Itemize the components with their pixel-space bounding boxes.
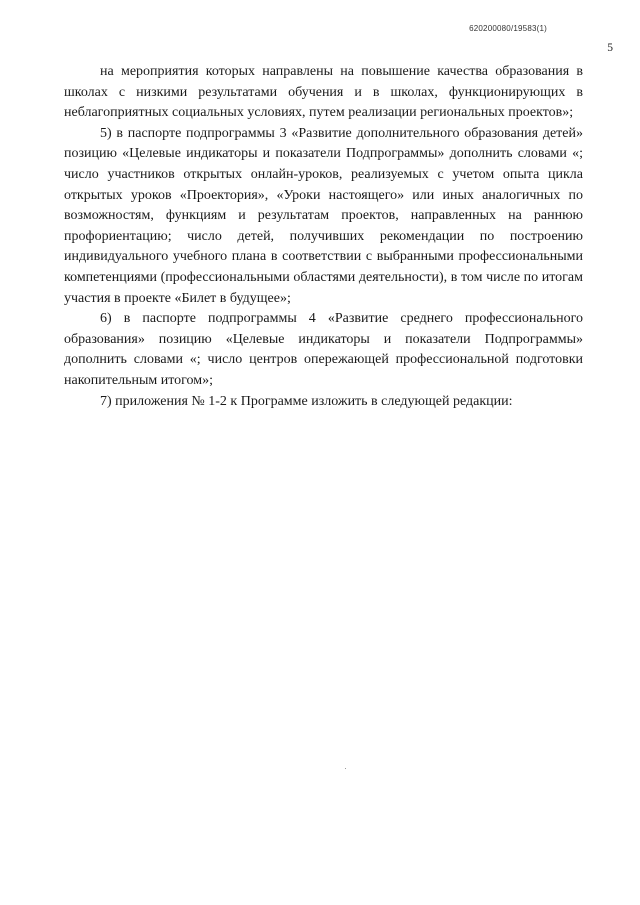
paragraph-item-5: 5) в паспорте подпрограммы 3 «Развитие дополнительного образования детей» позицию «Целевые индикаторы и показатели Подпрограммы» дополнить словами «; число участников открытых онлайн-уроков, реализуемых с учетом опыта цикла открытых уроков «Проектория», «Уроки настоящего» или иных аналогичных по возможностям, функциям и результатам проектов, направленных на раннюю профориентацию; число детей, получивших рекомендации по построению индивидуального учебного плана в соответствии с выбранными профессиональными компетенциями (профессиональными областями деятельности), в том числе по итогам участия в проекте «Билет в будущее»;: [64, 125, 583, 306]
scan-speck: [345, 768, 346, 769]
paragraph-item-7: 7) приложения № 1-2 к Программе изложить в следующей редакции:: [100, 393, 513, 409]
document-body: [64, 62, 583, 412]
paragraph-item-6: 6) в паспорте подпрограммы 4 «Развитие среднего профессионального образования» позицию «Целевые индикаторы и показатели Подпрограммы» дополнить словами «; число центров опережающей профессиональной подготовки накопительным итогом»;: [64, 311, 583, 388]
document-id: 620200080/19583(1): [469, 24, 547, 33]
paragraph-continuation: на мероприятия которых направлены на повышение качества образования в школах с низкими результатами обучения и в школах, функционирующих в неблагоприятных социальных условиях, путем реализации региональных проектов»;: [64, 64, 583, 121]
page-number: 5: [607, 42, 613, 54]
